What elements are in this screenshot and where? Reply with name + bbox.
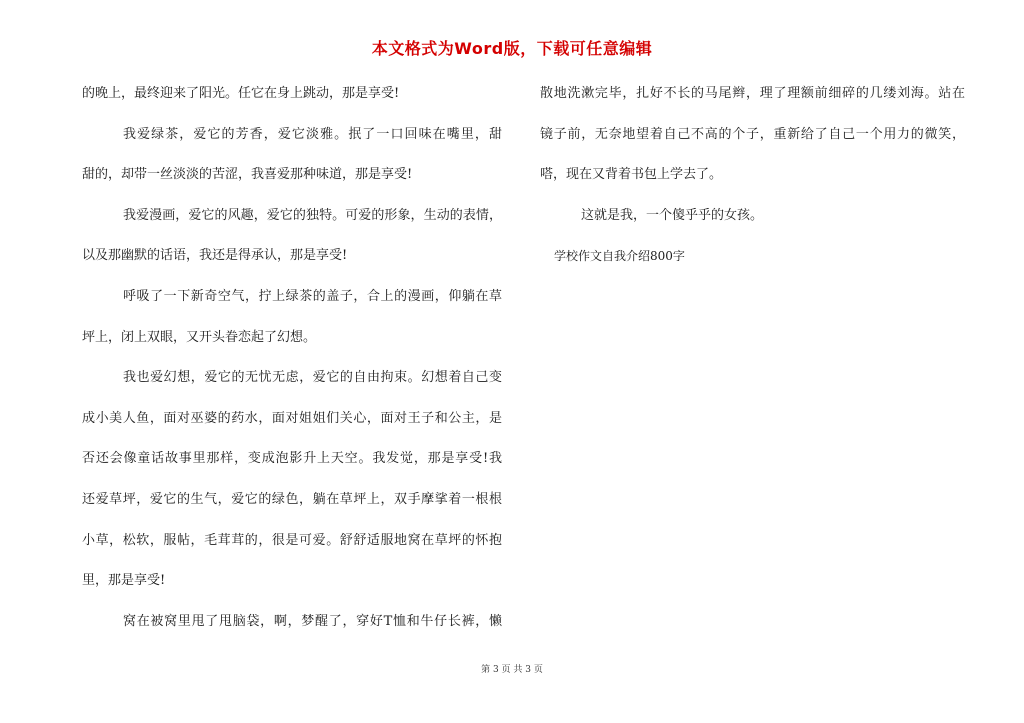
text-line: 成小美人鱼，面对巫婆的药水，面对姐姐们关心，面对王子和公主，是 xyxy=(82,410,502,426)
text-line: 甜的，却带一丝淡淡的苦涩，我喜爱那种味道，那是享受! xyxy=(82,167,413,183)
text-line: 还爱草坪，爱它的生气，爱它的绿色，躺在草坪上，双手摩挲着一根根 xyxy=(82,491,502,507)
text-line: 镜子前，无奈地望着自己不高的个子，重新给了自己一个用力的微笑， xyxy=(540,126,965,142)
text-line: 小草，松软，服帖，毛茸茸的，很是可爱。舒舒适服地窝在草坪的怀抱 xyxy=(82,532,502,548)
text-line: 以及那幽默的话语，我还是得承认，那是享受! xyxy=(82,248,348,264)
related-article-caption: 学校作文自我介绍800字 xyxy=(554,249,685,264)
document-banner: 本文格式为Word版，下载可任意编辑 xyxy=(371,39,653,58)
text-line: 呼吸了一下新奇空气，拧上绿茶的盖子，合上的漫画，仰躺在草 xyxy=(123,288,502,304)
text-line: 嗒，现在又背着书包上学去了。 xyxy=(540,167,723,183)
text-line: 坪上，闭上双眼，又开头眷恋起了幻想。 xyxy=(82,329,317,345)
text-line: 我爱漫画，爱它的风趣，爱它的独特。可爱的形象，生动的表情， xyxy=(123,207,502,223)
text-line: 的晚上，最终迎来了阳光。任它在身上跳动，那是享受! xyxy=(82,86,400,101)
text-line: 我也爱幻想，爱它的无忧无虑，爱它的自由拘束。幻想着自己变 xyxy=(123,370,502,386)
text-line: 散地洗漱完毕，扎好不长的马尾辫，理了理额前细碎的几缕刘海。站在 xyxy=(540,86,965,101)
text-line: 我爱绿茶，爱它的芳香，爱它淡雅。抿了一口回味在嘴里，甜 xyxy=(123,126,502,142)
text-line: 窝在被窝里甩了甩脑袋，啊，梦醒了，穿好T恤和牛仔长裤，懒 xyxy=(123,613,502,629)
page-number-footer: 第 3 页 共 3 页 xyxy=(481,665,543,675)
text-line: 这就是我，一个傻乎乎的女孩。 xyxy=(581,207,764,223)
text-line: 里，那是享受! xyxy=(82,573,166,589)
right-text-column xyxy=(540,74,965,277)
left-text-column xyxy=(82,74,502,642)
text-line: 否还会像童话故事里那样，变成泡影升上天空。我发觉，那是享受!我 xyxy=(82,451,502,467)
